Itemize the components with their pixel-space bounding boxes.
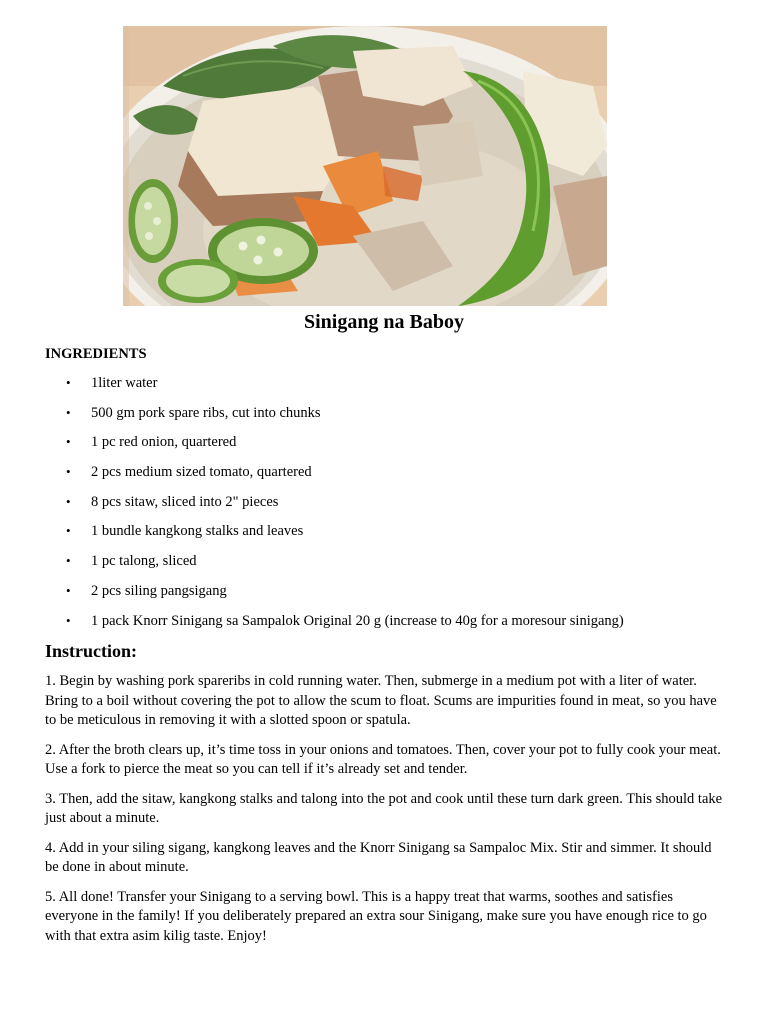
bullet-icon: • (66, 523, 71, 539)
bullet-icon: • (66, 464, 71, 480)
bullet-icon: • (66, 493, 71, 509)
ingredient-text: 2 pcs medium sized tomato, quartered (91, 464, 312, 481)
instruction-step: 2. After the broth clears up, it’s time toss in your onions and tomatoes. Then, cover your pot to fully cook your meat. Use a fork to pierce the meat so you can tell if it’s already set and tender. (45, 741, 721, 777)
bullet-icon: • (66, 553, 71, 569)
bullet-icon: • (66, 404, 71, 420)
instruction-step: 5. All done! Transfer your Sinigang to a serving bowl. This is a happy treat that warms, soothes and satisfies everyone in the family! If you deliberately prepared an extra sour Sinigang, make sure you have enough rice to go with that extra asim kilig taste. Enjoy! (45, 888, 707, 944)
bullet-icon: • (66, 612, 71, 628)
ingredients-heading: INGREDIENTS (45, 346, 147, 362)
instruction-heading: Instruction: (45, 641, 138, 661)
recipe-title: Sinigang na Baboy (303, 311, 465, 333)
instruction-step: 1. Begin by washing pork spareribs in cold running water. Then, submerge in a medium pot with a liter of water. Bring to a boil without covering the pot to allow the scum to float. Scums are impurities found in meat, so you have to be meticulous in removing it with a slotted spoon or spatula. (45, 673, 717, 728)
instruction-steps (45, 672, 727, 956)
ingredient-text: 8 pcs sitaw, sliced into 2" pieces (91, 493, 279, 510)
instruction-step: 3. Then, add the sitaw, kangkong stalks and talong into the pot and cook until these turn dark green. This should take just about a minute. (45, 790, 723, 826)
ingredient-text: 1 bundle kangkong stalks and leaves (91, 523, 304, 540)
ingredient-text: 1 pack Knorr Sinigang sa Sampalok Original 20 g (increase to 40g for a moresour sinigang) (91, 612, 624, 629)
bullet-icon: • (66, 434, 71, 450)
ingredient-text: 2 pcs siling pangsigang (91, 582, 227, 599)
bullet-icon: • (66, 582, 71, 598)
ingredient-text: 1 pc red onion, quartered (91, 434, 237, 451)
sinigang-photo (123, 26, 607, 306)
ingredient-text: 1 pc talong, sliced (91, 553, 197, 570)
bullet-icon: • (66, 375, 71, 390)
instruction-step: 4. Add in your siling sigang, kangkong leaves and the Knorr Sinigang sa Sampaloc Mix. Stir and simmer. It should be done in about minute. (45, 839, 712, 875)
ingredient-text: 500 gm pork spare ribs, cut into chunks (91, 404, 321, 421)
ingredient-text: 1liter water (91, 375, 158, 391)
